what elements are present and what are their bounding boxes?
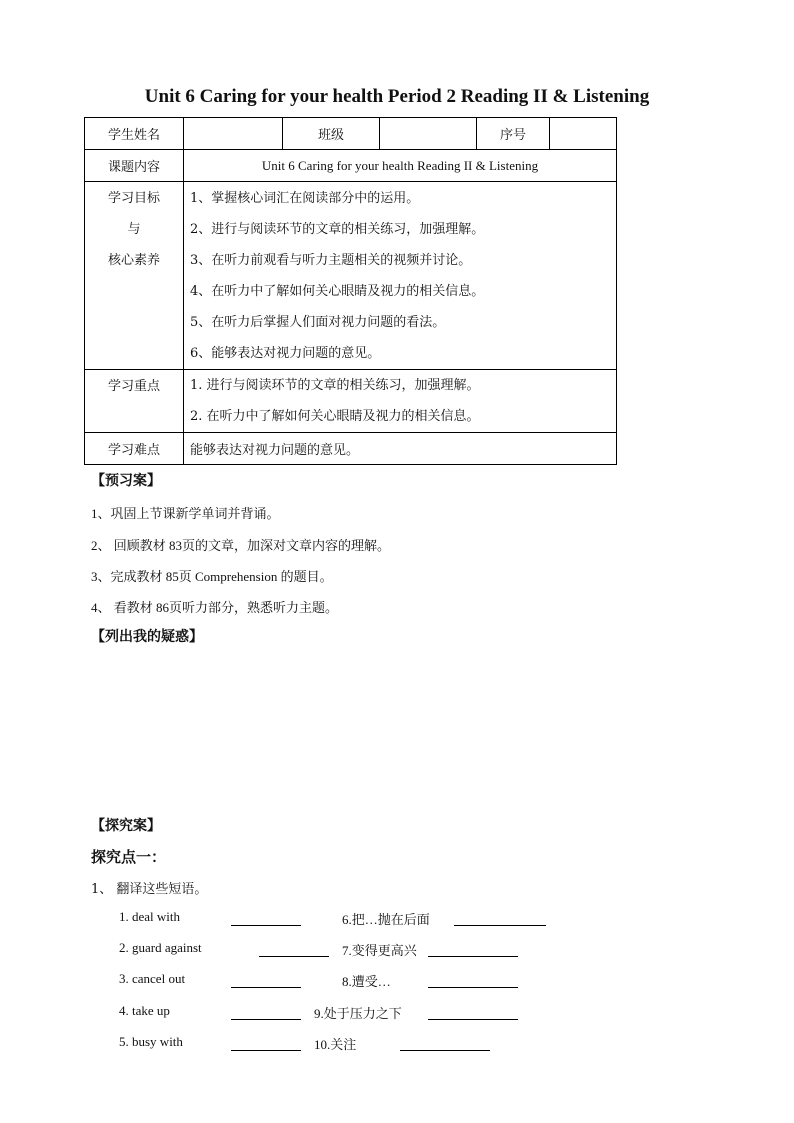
phrase-cn: 9.处于压力之下 [314, 1006, 402, 1021]
key-points-list [184, 370, 617, 433]
phrase-en: 5. busy with [119, 1034, 183, 1049]
phrase-cn: 6.把…抛在后面 [342, 912, 430, 927]
list-item: 2、进行与阅读环节的文章的相关练习，加强理解。 [190, 221, 485, 237]
explore-heading: 【探究案】 [91, 818, 161, 834]
list-item: 6、能够表达对视力问题的意见。 [190, 345, 381, 361]
seq-field[interactable] [550, 118, 617, 150]
topic-value: Unit 6 Caring for your health Reading II & Listening [184, 150, 617, 182]
table-row [85, 182, 617, 370]
difficulty-label: 学习难点 [85, 433, 184, 465]
list-item: 2. 在听力中了解如何关心眼睛及视力的相关信息。 [190, 409, 480, 424]
seq-label: 序号 [477, 118, 550, 150]
phrase-en: 4. take up [119, 1003, 170, 1018]
phrase-cn: 10.关注 [314, 1037, 357, 1052]
table-row [85, 433, 617, 465]
page-title: Unit 6 Caring for your health Period 2 Reading II & Listening [144, 86, 650, 107]
list-item: 3、在听力前观看与听力主题相关的视频并讨论。 [190, 252, 472, 268]
answer-blank[interactable] [400, 1050, 490, 1051]
list-item: 1、掌握核心词汇在阅读部分中的运用。 [190, 190, 420, 206]
phrase-en: 2. guard against [119, 940, 202, 955]
table-row [85, 150, 617, 182]
answer-blank[interactable] [231, 1019, 301, 1020]
class-label: 班级 [283, 118, 380, 150]
answer-blank[interactable] [231, 925, 301, 926]
answer-blank[interactable] [454, 925, 546, 926]
answer-blank[interactable] [231, 1050, 301, 1051]
answer-blank[interactable] [428, 1019, 518, 1020]
list-item: 5、在听力后掌握人们面对视力问题的看法。 [190, 314, 446, 330]
table-row [85, 118, 617, 150]
preview-heading: 【预习案】 [91, 473, 161, 489]
difficulty-value: 能够表达对视力问题的意见。 [184, 433, 617, 465]
answer-blank[interactable] [428, 987, 518, 988]
task-1: 1、 翻译这些短语。 [91, 882, 208, 897]
table-row [85, 370, 617, 433]
key-label-text: 学习重点 [107, 379, 160, 394]
goals-label-line: 与 [127, 222, 141, 237]
key-label [85, 370, 184, 433]
goals-label-line: 核心素养 [107, 253, 160, 268]
list-item: 1. 进行与阅读环节的文章的相关练习，加强理解。 [190, 378, 480, 393]
student-name-field[interactable] [184, 118, 283, 150]
info-table [84, 117, 617, 465]
doubts-heading: 【列出我的疑惑】 [91, 629, 203, 645]
answer-blank[interactable] [259, 956, 329, 957]
list-item: 1、巩固上节课新学单词并背诵。 [91, 506, 280, 521]
list-item: 3、完成教材 85页 Comprehension 的题目。 [91, 569, 333, 584]
phrase-cn: 8.遭受… [342, 974, 391, 989]
goals-label [85, 182, 184, 370]
phrase-cn: 7.变得更高兴 [342, 943, 417, 958]
student-name-label: 学生姓名 [85, 118, 184, 150]
list-item: 2、 回顾教材 83页的文章，加深对文章内容的理解。 [91, 538, 391, 553]
answer-blank[interactable] [231, 987, 301, 988]
list-item: 4、在听力中了解如何关心眼睛及视力的相关信息。 [190, 283, 485, 299]
topic-label: 课题内容 [85, 150, 184, 182]
goals-label-line: 学习目标 [107, 191, 160, 206]
phrase-en: 1. deal with [119, 909, 181, 924]
phrase-en: 3. cancel out [119, 971, 186, 986]
explore-point-1: 探究点一： [91, 848, 167, 866]
list-item: 4、 看教材 86页听力部分，熟悉听力主题。 [91, 600, 339, 615]
answer-blank[interactable] [428, 956, 518, 957]
class-field[interactable] [380, 118, 477, 150]
goals-list [184, 182, 617, 370]
